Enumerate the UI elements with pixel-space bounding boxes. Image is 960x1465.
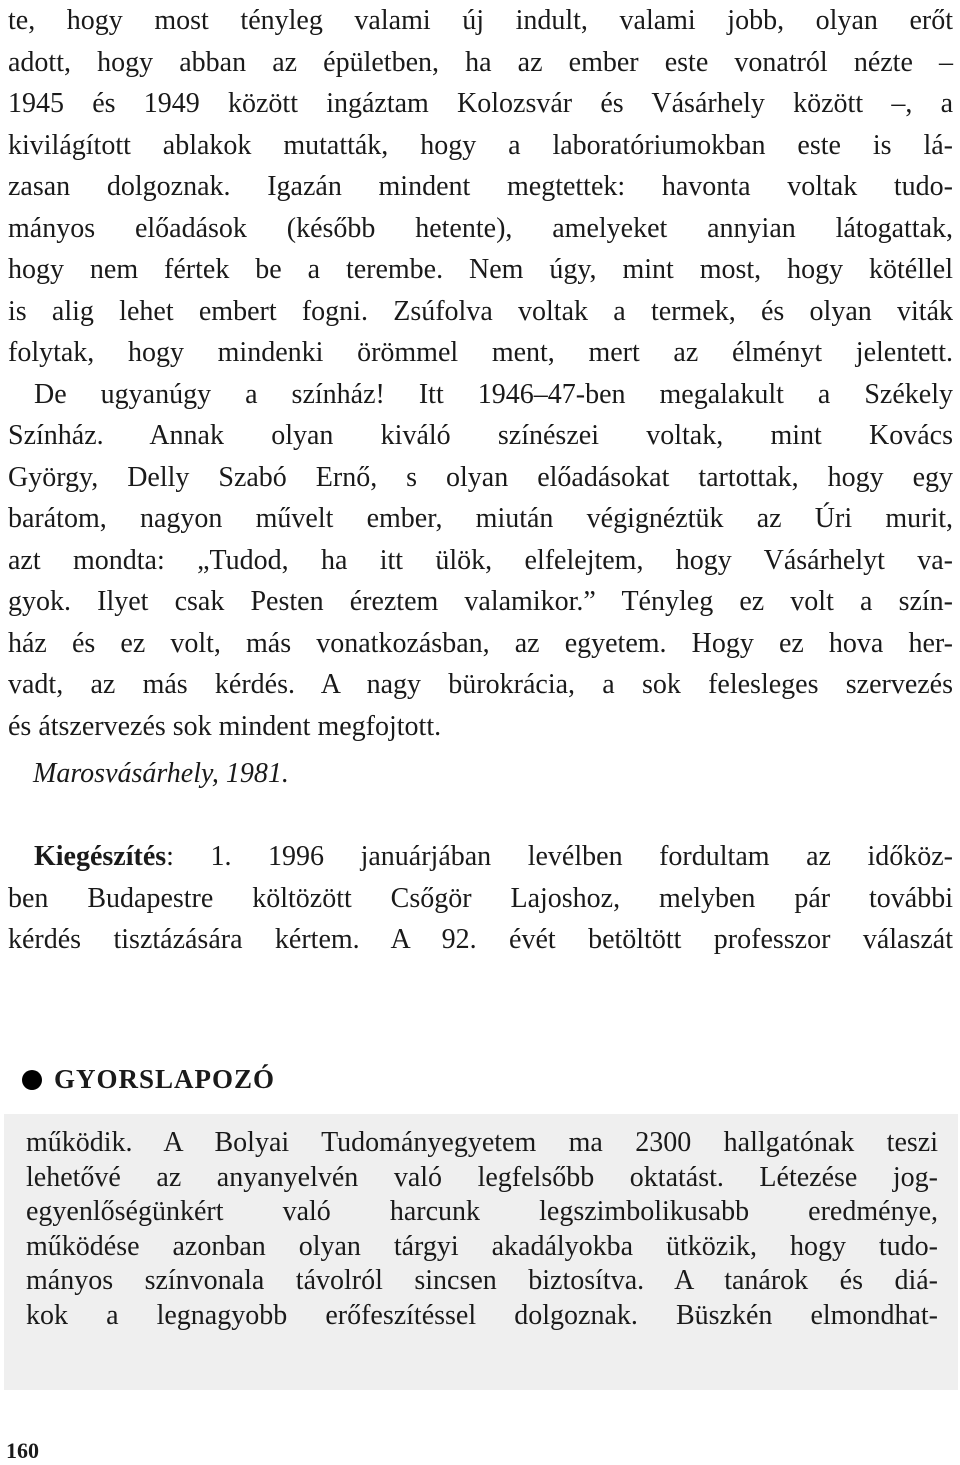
supplement-paragraph (8, 836, 953, 961)
text-line: is alig lehet embert fogni. Zsúfolva voltak a termek, és olyan viták (8, 295, 953, 327)
text-line: ben Budapestre költözött Csőgör Lajoshoz, melyben pár további (8, 882, 953, 914)
text-line: vadt, az más kérdés. A nagy bürokrácia, a sok felesleges szervezés (8, 669, 953, 700)
text-line: Színház. Annak olyan kiváló színészei voltak, mint Kovács (8, 420, 953, 451)
text-line: lehetővé az anyanyelvén való legfelsőbb oktatást. Létezése jog- (26, 1161, 938, 1193)
page-number: 160 (6, 1438, 39, 1463)
text-line: 1945 és 1949 között ingáztam Kolozsvár és Vásárhely között –, a (8, 88, 953, 119)
text-line: és átszervezés sok mindent megfojtott. (8, 710, 442, 742)
text-line: adott, hogy abban az épületben, ha az ember este vonatról nézte – (8, 46, 953, 78)
text-line: zasan dolgoznak. Igazán mindent megtettek: havonta voltak tudo- (8, 171, 953, 202)
sidebar-heading (22, 1064, 275, 1095)
bullet-icon (22, 1070, 42, 1090)
supplement-first-line-text: : 1. 1996 januárjában levélben fordultam az időköz- (166, 841, 953, 872)
text-line: kérdés tisztázására kértem. A 92. évét betöltött professzor válaszát (8, 924, 953, 955)
sidebar-heading-label: GYORSLAPOZÓ (54, 1064, 276, 1094)
text-line: te, hogy most tényleg valami új indult, valami jobb, olyan erőt (8, 5, 953, 36)
text-line: egyenlőségünkért való harcunk legszimbolikusabb eredménye, (26, 1196, 938, 1227)
body-text (8, 0, 953, 747)
text-line: mányos színvonala távolról sincsen biztosítva. A tanárok és diá- (26, 1265, 938, 1296)
text-line: működik. A Bolyai Tudományegyetem ma 2300 hallgatónak teszi (26, 1127, 938, 1158)
text-line: gyok. Ilyet csak Pesten éreztem valamikor.” Tényleg ez volt a szín- (8, 586, 953, 617)
supplement-label: Kiegészítés (34, 841, 167, 872)
text-line: De ugyanúgy a színház! Itt 1946–47-ben megalakult a Székely (34, 378, 953, 410)
signoff-place-date: Marosvásárhely, 1981. (33, 758, 289, 789)
text-line: ház és ez volt, más vonatkozásban, az egyetem. Hogy ez hova her- (8, 627, 953, 659)
text-line: azt mondta: „Tudod, ha itt ülök, elfelejtem, hogy Vásárhelyt va- (8, 544, 953, 576)
sidebar-box (4, 1114, 958, 1390)
text-line: mányos előadások (később hetente), amelyeket annyian látogattak, (8, 212, 953, 244)
text-line: kok a legnagyobb erőfeszítéssel dolgoznak. Büszkén elmondhat- (26, 1299, 938, 1331)
text-line: hogy nem fértek be a terembe. Nem úgy, mint most, hogy kötéllel (8, 254, 953, 285)
sidebar-text (26, 1126, 938, 1333)
text-line: György, Delly Szabó Ernő, s olyan előadásokat tartottak, hogy egy (8, 461, 953, 493)
supplement-first-line (8, 836, 953, 878)
text-line: barátom, nagyon művelt ember, miután végignéztük az Úri murit, (8, 503, 953, 534)
text-line: működése azonban olyan tárgyi akadályokba ütközik, hogy tudo- (26, 1230, 938, 1262)
text-line: kivilágított ablakok mutatták, hogy a laboratóriumokban este is lá- (8, 129, 953, 161)
text-line: folytak, hogy mindenki örömmel ment, mert az élményt jelentett. (8, 337, 953, 368)
